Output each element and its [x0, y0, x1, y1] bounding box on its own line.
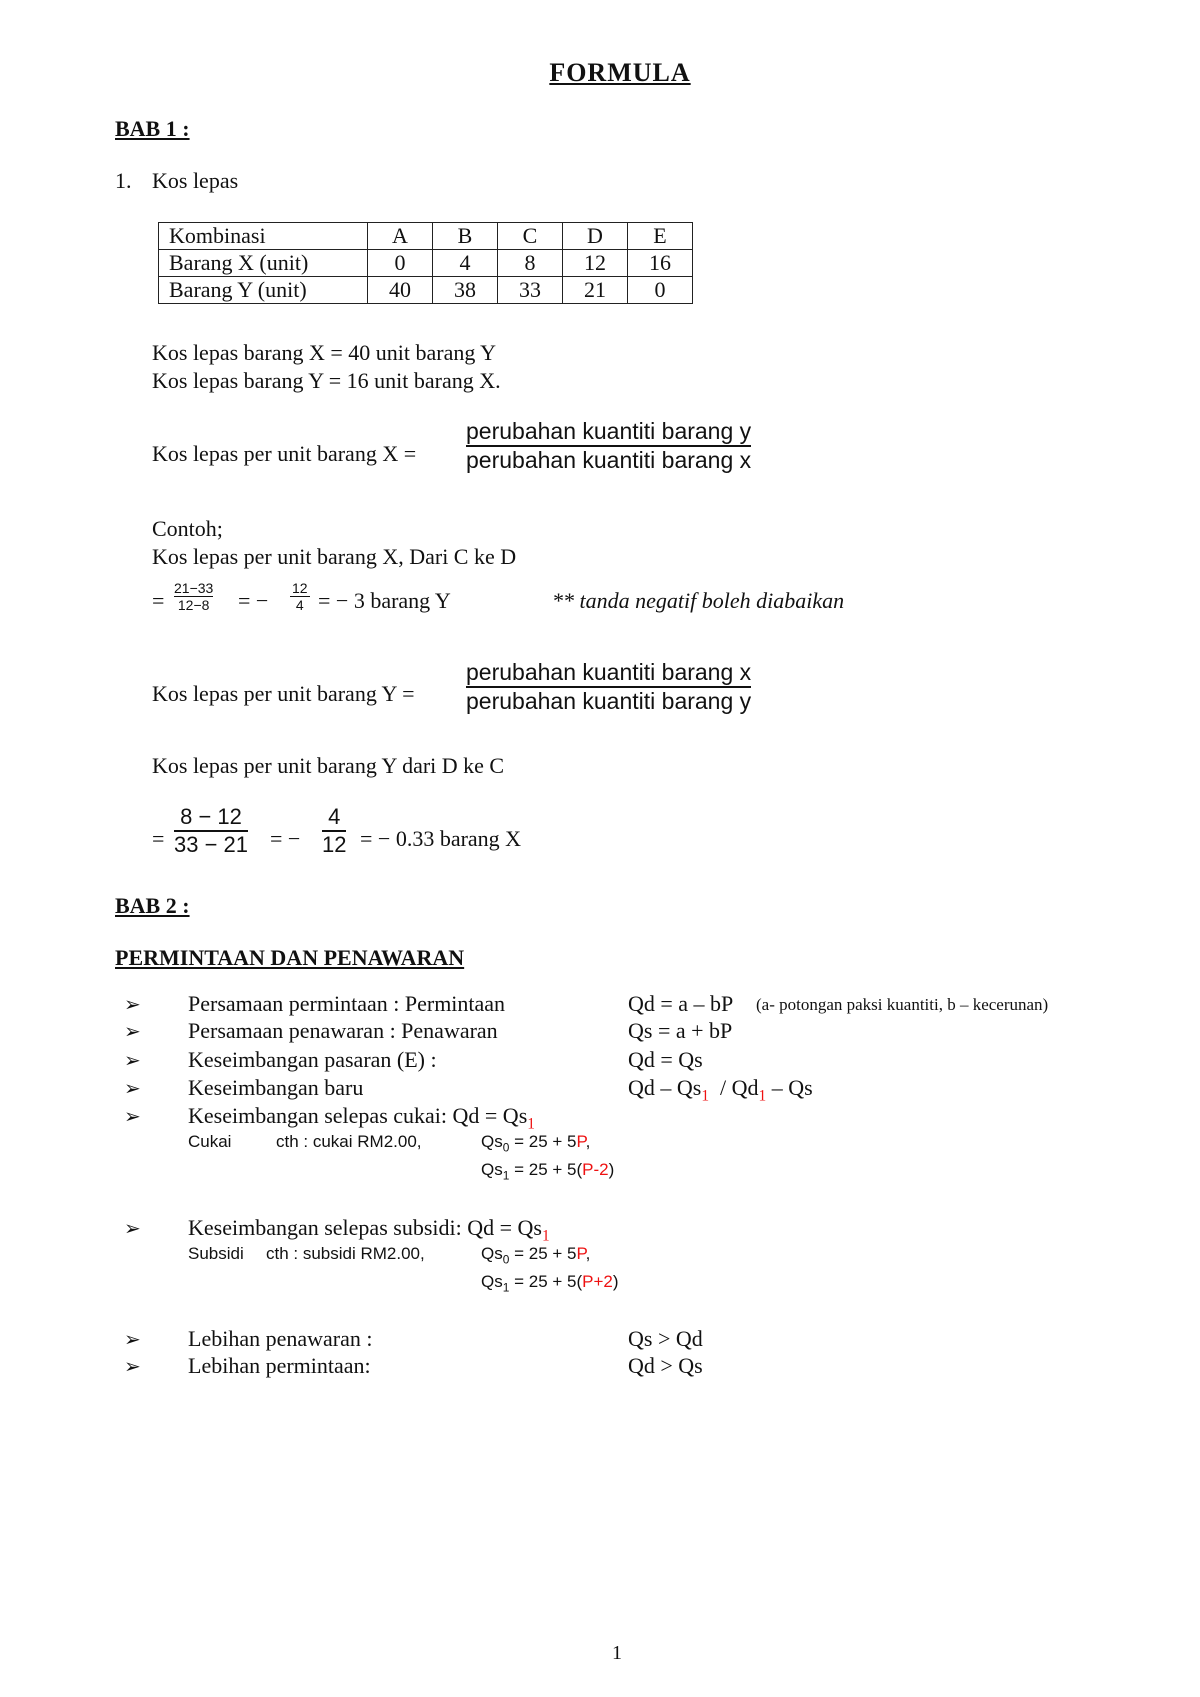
bullet-formula: Qd = a – bP [628, 991, 734, 1016]
qs-suffix: ) [612, 1272, 619, 1291]
bab2-subheading: PERMINTAAN DAN PENAWARAN [115, 945, 465, 970]
bullet-label: Persamaan penawaran : Penawaran [188, 1018, 498, 1043]
ex1-fraction-1 [174, 580, 213, 613]
kos-lepas-table [158, 222, 693, 304]
ex2-middle: = − [270, 826, 301, 851]
ex1-numerator-2: 12 [292, 580, 308, 596]
page-number: 1 [612, 1642, 622, 1664]
qs-symbol: Qs [481, 1160, 503, 1179]
ex2-numerator-2: 4 [328, 804, 341, 829]
table-header-cell: D [563, 223, 628, 250]
qs-highlight: P+2 [582, 1272, 613, 1291]
qs-subscript: 0 [502, 1252, 510, 1267]
bullet-arrow-icon: ➢ [124, 1050, 141, 1072]
ex2-line: Kos lepas per unit barang Y dari D ke C [152, 753, 505, 778]
table-cell: 40 [368, 277, 433, 304]
table-cell: Barang Y (unit) [159, 277, 368, 304]
bullet-arrow-icon: ➢ [124, 1218, 141, 1240]
item-title: Kos lepas [152, 168, 239, 193]
formula-x-denominator: perubahan kuantiti barang x [466, 447, 752, 473]
qs-suffix: , [585, 1244, 591, 1263]
table-cell: 33 [498, 277, 563, 304]
table-row [159, 250, 693, 277]
table-cell: 12 [563, 250, 628, 277]
bullet-arrow-icon: ➢ [124, 1329, 141, 1351]
qs-highlight: P [576, 1244, 586, 1263]
qs-subscript: 1 [502, 1280, 510, 1295]
formula-x-fraction [466, 418, 751, 474]
ex2-fraction-2 [322, 804, 346, 858]
formula-y-numerator: perubahan kuantiti barang x [466, 659, 752, 685]
ex2-result: = − 0.33 barang X [360, 826, 522, 851]
qs-expression: = 25 + 5 [509, 1132, 577, 1151]
qs-suffix: , [585, 1132, 591, 1151]
formula-part: / Qd [709, 1075, 759, 1100]
kos-lepas-x-line: Kos lepas barang X = 40 unit barang Y [152, 340, 496, 365]
contoh-label: Contoh; [152, 516, 223, 541]
lebihan-label: Lebihan penawaran : [188, 1326, 373, 1351]
ex2-denominator-1: 33 − 21 [174, 832, 249, 857]
table-cell: 0 [368, 250, 433, 277]
ex1-middle: = − [238, 588, 269, 613]
ex2-numerator-1: 8 − 12 [180, 804, 242, 829]
bullet-label: Keseimbangan baru [188, 1075, 364, 1100]
formula-x-numerator: perubahan kuantiti barang y [466, 418, 752, 444]
contoh-line: Kos lepas per unit barang X, Dari C ke D [152, 544, 517, 569]
subsidi-label [188, 1215, 550, 1245]
table-cell: 38 [433, 277, 498, 304]
ex1-numerator-1: 21−33 [174, 580, 214, 596]
document-title: FORMULA [549, 58, 691, 87]
ex2-equals: = [152, 826, 165, 851]
bullet-arrow-icon: ➢ [124, 1021, 141, 1043]
bullet-formula: Qs = a + bP [628, 1018, 733, 1043]
item-number: 1. [115, 168, 132, 193]
subsidi-qs1 [481, 1272, 619, 1294]
qs-symbol: Qs [481, 1244, 503, 1263]
ex2-fraction-1 [174, 804, 248, 858]
cukai-qs0 [481, 1132, 590, 1154]
table-cell: 4 [433, 250, 498, 277]
ex1-denominator-1: 12−8 [177, 597, 210, 613]
table-cell: 8 [498, 250, 563, 277]
subsidi-qs0 [481, 1244, 590, 1266]
formula-subscript: 1 [701, 1087, 710, 1105]
bullet-arrow-icon: ➢ [124, 1078, 141, 1100]
qs-subscript: 1 [502, 1168, 510, 1183]
ex1-fraction-2 [292, 580, 308, 613]
qs-symbol: Qs [481, 1132, 503, 1151]
qs-symbol: Qs [481, 1272, 503, 1291]
formula-x-label: Kos lepas per unit barang X = [152, 441, 417, 466]
bab1-heading: BAB 1 : [115, 116, 190, 141]
qs-expression: = 25 + 5 [509, 1244, 577, 1263]
qs-subscript: 0 [502, 1140, 510, 1155]
kos-lepas-y-line: Kos lepas barang Y = 16 unit barang X. [152, 368, 501, 393]
ex1-equals: = [152, 588, 165, 613]
cukai-label-subscript: 1 [527, 1115, 535, 1133]
bullet-note: (a- potongan paksi kuantiti, b – kecerunan) [756, 995, 1049, 1014]
bab2-heading: BAB 2 : [115, 893, 190, 918]
subsidi-label-subscript: 1 [541, 1227, 550, 1245]
qs-expression: = 25 + 5( [509, 1160, 583, 1179]
subsidi-label-text: Keseimbangan selepas subsidi: Qd = Qs [188, 1215, 542, 1240]
bullet-formula [628, 1075, 813, 1105]
table-header-cell: Kombinasi [159, 223, 368, 250]
cukai-label [188, 1103, 535, 1133]
cukai-label-text: Keseimbangan selepas cukai: Qd = Qs [188, 1103, 528, 1128]
bullet-arrow-icon: ➢ [124, 1356, 141, 1378]
ex1-result: = − 3 barang Y [318, 588, 451, 613]
subsidi-word: Subsidi [188, 1244, 244, 1263]
qs-highlight: P [576, 1132, 586, 1151]
qs-highlight: P-2 [582, 1160, 609, 1179]
table-row [159, 277, 693, 304]
table-header-row [159, 223, 693, 250]
table-header-cell: B [433, 223, 498, 250]
bullet-formula: Qd = Qs [628, 1047, 703, 1072]
cukai-qs1 [481, 1160, 614, 1182]
bullet-label: Keseimbangan pasaran (E) : [188, 1047, 437, 1072]
table-cell: 0 [628, 277, 693, 304]
ex1-denominator-2: 4 [295, 597, 304, 613]
bullet-arrow-icon: ➢ [124, 1106, 141, 1128]
cukai-word: Cukai [188, 1132, 232, 1151]
qs-suffix: ) [608, 1160, 615, 1179]
bullet-arrow-icon: ➢ [124, 994, 141, 1016]
table-header-cell: C [498, 223, 563, 250]
formula-y-fraction [466, 659, 751, 715]
table-cell: 16 [628, 250, 693, 277]
qs-expression: = 25 + 5( [509, 1272, 583, 1291]
formula-part: Qd – Qs [628, 1075, 702, 1100]
formula-y-denominator: perubahan kuantiti barang y [466, 688, 752, 714]
subsidi-example: cth : subsidi RM2.00, [266, 1244, 425, 1263]
formula-subscript: 1 [758, 1087, 767, 1105]
ex1-note: ** tanda negatif boleh diabaikan [552, 588, 845, 613]
lebihan-formula: Qd > Qs [628, 1353, 703, 1378]
table-header-cell: E [628, 223, 693, 250]
formula-y-label: Kos lepas per unit barang Y = [152, 681, 415, 706]
lebihan-label: Lebihan permintaan: [188, 1353, 371, 1378]
cukai-example: cth : cukai RM2.00, [276, 1132, 422, 1151]
ex2-denominator-2: 12 [322, 832, 347, 857]
table-cell: 21 [563, 277, 628, 304]
table-header-cell: A [368, 223, 433, 250]
lebihan-formula: Qs > Qd [628, 1326, 703, 1351]
bullet-label: Persamaan permintaan : Permintaan [188, 991, 506, 1016]
formula-part: – Qs [766, 1075, 813, 1100]
table-cell: Barang X (unit) [159, 250, 368, 277]
